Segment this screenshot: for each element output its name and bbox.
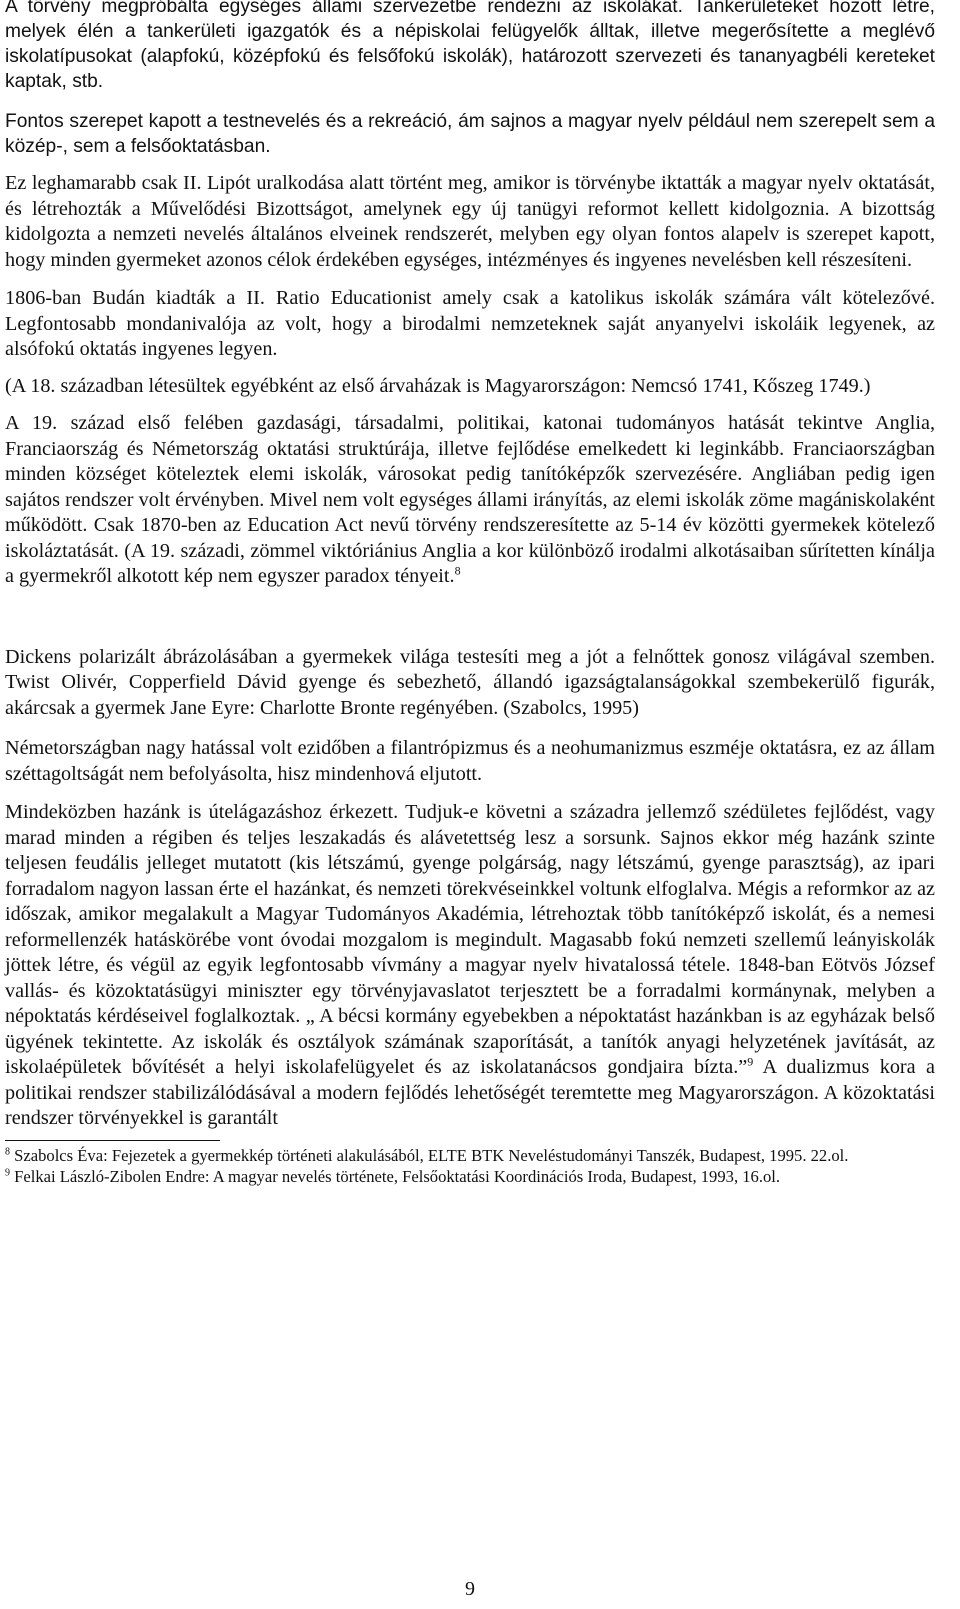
- paragraph-text: Mindeközben hazánk is útelágazáshoz érkezett. Tudjuk-e követni a századra jellemző szédületes fejlődést, vagy marad minden a régiben és teljes leszakadás és alávetettség lesz a sorsunk. Sajnos ekkor még hazánk szinte teljesen feudális jelleget mutatott (kis létszámú, gyenge polgárság, nagy létszámú, gyenge parasztság), az ipari forradalom nagyon lassan érte el hazánkat, és nemzeti törekvéseinkkel voltunk elfoglalva. Mégis a reformkor az az időszak, amikor megalakult a Magyar Tudományos Akadémia, létrehoztak több tanítóképző iskolát, és a nemesi reformellenzék hatáskörébe vont óvodai mozgalom is megindult. Magasabb fokú nemzeti szellemű leányiskolák jöttek létre, és végül az egyik legfontosabb vívmány a magyar nyelv hivatalossá tétele. 1848-ban Eötvös József vallás- és közoktatásügyi miniszter egy törvényjavaslatot terjesztett be a forradalmi kormánynak, melyben a népoktatás kérdéseivel foglalkoztak. „ A bécsi kormány egyebekben a népoktatást hazánkban is az egyházak belső ügyének tekintette. Az iskolák és osztályok számának szaporítását, a tanítók anyagi helyzetének javítását, az iskolaépületek bővítését a helyi iskolafelügyelet és az iskolatanácsos gondjaira bízta.”: [5, 801, 935, 1078]
- footnote-separator: [5, 1140, 220, 1141]
- paragraph-ratio-educationis: 1806-ban Budán kiadták a II. Ratio Educationist amely csak a katolikus iskolák számára vált kötelezővé. Legfontosabb mondanivalója az volt, hogy a birodalmi nemzeteknek saját anyanyelvi iskoláik legyenek, az alsófokú oktatás ingyenes legyen.: [5, 287, 935, 360]
- footnote-reference[interactable]: 9: [747, 1054, 754, 1069]
- paragraph-leopold-ii: Ez leghamarabb csak II. Lipót uralkodása alatt történt meg, amikor is törvénybe iktatták a magyar nyelv oktatását, és létrehozták a Művelődési Bizottságot, amelynek egy új tanügyi reformot kellett kidolgoznia. A bizottság kidolgozta a nemzeti nevelés általános elveinek rendszerét, melyben egy olyan fontos alapelv is szerepet kapott, hogy minden gyermeket azonos célok érdekében egységes, intézményes és ingyenes nevelésben kell részesíteni.: [5, 172, 935, 271]
- footnote-number: 9: [5, 1167, 10, 1179]
- footnote-8: [5, 1145, 935, 1167]
- footnotes: [5, 1145, 935, 1188]
- document-page: [5, 0, 935, 1188]
- footnote-text: Felkai László-Zibolen Endre: A magyar nevelés története, Felsőoktatási Koordinációs Iroda, Budapest, 1993, 16.ol.: [10, 1167, 781, 1186]
- paragraph-text: A 19. század első felében gazdasági, társadalmi, politikai, katonai tudományos hatását tekintve Anglia, Franciaország és Németország oktatási struktúrája, illetve fejlődése emelkedett ki leginkább. Franciaországban minden községet köteleztek elemi iskolák, városokat pedig tanítóképzők szervezésére. Angliában pedig igen sajátos rendszer volt érvényben. Mivel nem volt egységes állami irányítás, az elemi iskolák zöme magániskolaként működött. Csak 1870-ben az Education Act nevű törvény rendszeresítette az 5-14 év közötti gyermekek kötelező iskoláztatását. (A 19. századi, zömmel viktóriánius Anglia a kor különböző irodalmi alkotásaiban sűrítetten kínálja a gyermekről alkotott kép nem egyszer paradox tényeit.: [5, 412, 935, 587]
- footnote-text: Szabolcs Éva: Fejezetek a gyermekkép történeti alakulásából, ELTE BTK Neveléstudományi Tanszék, Budapest, 1995. 22.ol.: [10, 1145, 849, 1165]
- paragraph-text-continued: A dualizmus kora a politikai rendszer stabilizálódásával a modern fejlődés lehetőségét teremtette meg Magyarországon. A közoktatási rendszer törvényekkel is garantált: [5, 1056, 935, 1129]
- paragraph-physical-education: Fontos szerepet kapott a testnevelés és a rekreáció, ám sajnos a magyar nyelv például nem szerepelt sem a közép-, sem a felsőoktatásban.: [5, 111, 935, 157]
- paragraph-orphanages: (A 18. században létesültek egyébként az első árvaházak is Magyarországon: Nemcsó 1741, Kőszeg 1749.): [5, 374, 871, 397]
- paragraph-hungary-reform: [5, 800, 935, 1132]
- page-number: 9: [465, 1578, 475, 1600]
- footnote-9: [5, 1166, 935, 1188]
- paragraph-19th-century: [5, 411, 935, 590]
- paragraph-germany: Németországban nagy hatással volt ezidőben a filantrópizmus és a neohumanizmus eszméje oktatásra, ez az állam széttagoltságát nem befolyásolta, hisz mindenhová eljutott.: [5, 737, 935, 785]
- paragraph-school-organization: A törvény megpróbálta egységes állami szervezetbe rendezni az iskolákat. Tankerületeket hozott létre, melyek élén a tankerületi igazgatók és a népiskolai felügyelők álltak, illetve megerősítette a meglévő iskolatípusokat (alapfokú, középfokú és felsőfokú iskolák), határozott szervezeti és tananyagbéli kereteket kaptak, stb.: [5, 0, 935, 92]
- footnote-number: 8: [5, 1145, 10, 1157]
- footnote-reference[interactable]: 8: [454, 563, 461, 578]
- paragraph-dickens: Dickens polarizált ábrázolásában a gyermekek világa testesíti meg a jót a felnőttek gonosz világával szemben. Twist Olivér, Copperfield Dávid gyenge és sebezhető, állandó igazságtalanságokkal szembekerülő figurák, akárcsak a gyermek Jane Eyre: Charlotte Bronte regényében. (Szabolcs, 1995): [5, 645, 935, 719]
